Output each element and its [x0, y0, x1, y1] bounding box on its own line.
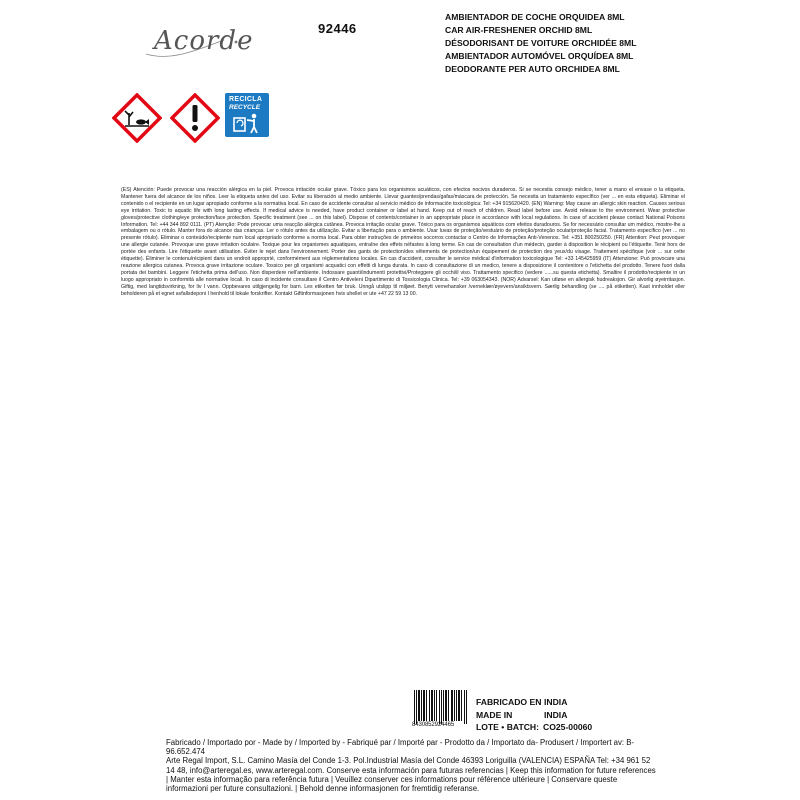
ghs07-exclamation-icon: [170, 93, 220, 143]
fabricado-label: FABRICADO EN: [476, 697, 542, 707]
product-title-fr: DÉSODORISANT DE VOITURE ORCHIDÉE 8ML: [445, 38, 637, 48]
batch-value: CO25-00060: [543, 722, 593, 732]
ghs09-environment-icon: [112, 93, 162, 143]
batch-label: LOTE • BATCH:: [476, 722, 539, 732]
fabricado-value: INDIA: [544, 697, 568, 707]
recycle-label-es: RECICLA: [229, 96, 263, 103]
brand-name: Acorde: [154, 26, 254, 56]
recycle-bin-icon: [232, 112, 262, 134]
safety-warnings-text: (ES) Atención: Puede provocar una reacción alérgica en la piel. Provoca irritación ocular grave. Tóxico para los organismos acuáticos, con efectos nocivos duraderos. Si se necesita consejo médico, tener a mano el envase o la etiqueta. Mantener fuera del alcance de los niños. Leer la etiqueta antes del uso. Evitar su liberación al medio ambiente. Llevar guantes/prendas/gafas/máscara de protección. Se necesita un tratamiento específico (ver ... en esta etiqueta). Eliminar el contenido o el recipiente en un lugar apropiado conforme a la normativa local. En caso de accidente consultar al servicio médico de información toxicológica: Tel: +34 915620420. (EN) Warning: May cause an allergic skin reaction. Causes serious eye irritation. Toxic to aquatic life with long lasting effects. If medical advice is needed, have product container or label at hand. Keep out of reach of children. Read label before use. Avoid release to the environment. Wear protective gloves/protective clothing/eye protection/face protection. Specific treatment (see ... on this label). Dispose of contents/container in an appropriate place in accordance with local regulations. In case of accident please contact National Poisons Information. Tel: +44 344 892 0111. (PT) Atenção: Pode provocar uma reacção alérgica cutânea. Provoca irritação ocular grave. Tóxico para os organismos aquáticos com efeitos duradouros. Se for necessário consultar um médico, mostre-lhe a embalagem ou o rótulo. Manter fora do alcance das crianças. Ler o rótulo antes da utilização. Evitar a libertação para o ambiente. Usar luvas de proteção/vestuário de proteção/proteção ocular/proteção facial. Tratamento específico (ver ... no presente rótulo). Eliminar o conteúdo/recipiente num local apropriado conforme a norma local. Para obter instruções de primeiros socorros contactar o Centro de Informações Anti-Venenos. Tel: +351 800250250. (FR) Attention: Peut provoquer une allergie cutanée. Provoque une grave irritation oculaire. Toxique pour les organismes aquatiques, entraîne des effets néfastes à long terme. En cas de consultation d'un médecin, garder à disposition le récipient ou l'étiquette. Tenir hors de portée des enfants. Lire l'étiquette avant utilisation. Éviter le rejet dans l'environnement. Porter des gants de protection/des vêtements de protection/un équipement de protection des yeux/du visage. Traitement spécifique (voir ... sur cette étiquette). Éliminer le contenu/récipient dans un endroit approprié, conformément aux réglementations locales. En cas d'accident, consulter le service médical d'information toxicologique Tel: +33 145425959 (IT) Attenzione: Può provocare una reazione allergica cutanea. Provoca grave irritazione oculare. Tossico per gli organismi acquatici con effetti di lunga durata. In caso di consultazione di un medico, tenere a disposizione il contenitore o l'etichetta del prodotto. Tenere fuori dalla portata dei bambini. Leggere l'etichetta prima dell'uso. Non disperdere nell'ambiente. Indossare guanti/indumenti protettivi/Proteggere gli occhi/il viso. Trattamento specifico (vedere ......su questa etichetta). Smaltire il prodotto/recipiente in un luogo appropriato in conformità alle normative locali. In caso di incidente consultare il Centro Antiveleni Dipartimento di Tossicologia Clinica. Tel: +39 063054343. (NOR) Advarsel: Kan utløse en allergisk hudreaksjon. Gir alvorlig øyeirritasjon. Giftig, med langtidsvirkning, for liv I vann. Oppbevares utilgjengelig for barn. Les etiketten før bruk. Unngå utslipp til miljøet. Benytt vernehansker /verneklær/øyevern/ansiktsvern. Særlig behandling (se .... på etiketten). Kast innholdet eller beholderen på et egnet avfallsdeponi I henhold til lokale forskrifter. Kontakt Giftinformasjonen hvis uhellet er ute +47 22 59 13 00.: [121, 187, 687, 297]
batch-row: [476, 721, 592, 734]
made-in-value: INDIA: [544, 709, 568, 720]
product-reference: 92446: [318, 21, 357, 36]
barcode-number: 8430852924465: [412, 722, 455, 728]
recycle-badge: [225, 93, 269, 137]
product-titles: [445, 11, 785, 76]
product-title-it: DEODORANTE PER AUTO ORCHIDEA 8ML: [445, 64, 620, 74]
fabricado-row: [476, 696, 592, 709]
brand-logo: [132, 18, 272, 68]
barcode-image: [412, 690, 469, 736]
recycle-label-en: RECYCLE: [229, 104, 261, 111]
origin-info: [476, 696, 592, 734]
product-title-es: AMBIENTADOR DE COCHE ORQUIDEA 8ML: [445, 12, 625, 22]
product-title-en: CAR AIR-FRESHENER ORCHID 8ML: [445, 25, 593, 35]
product-title-pt: AMBIENTADOR AUTOMÓVEL ORQUÍDEA 8ML: [445, 51, 634, 61]
manufacturer-footer: Fabricado / Importado por - Made by / Imported by - Fabriqué par / Importé par - Prodotto da / Importato da- Produsert / Importert av: B-96.652.474 Arte Regal Import, S.L. Camino Masía del Conde 1-3. Pol.Industrial Masía del Conde 46393 Loriguilla (VALENCIA) ESPAÑA Tel: +34 961 52 14 48, info@arteregal.es, www.arteregal.com. Conserve esta información para futuras referencias | Keep this information for future references | Manter esta informação para referência futura | Veuillez conserver ces informations pour référence ultérieure | Conservare queste informazioni per future consultazioni. | Behold denne informasjonen for fremtidig referanse.: [166, 738, 656, 794]
made-in-label: MADE IN: [476, 709, 513, 720]
made-in-row: [476, 709, 592, 722]
